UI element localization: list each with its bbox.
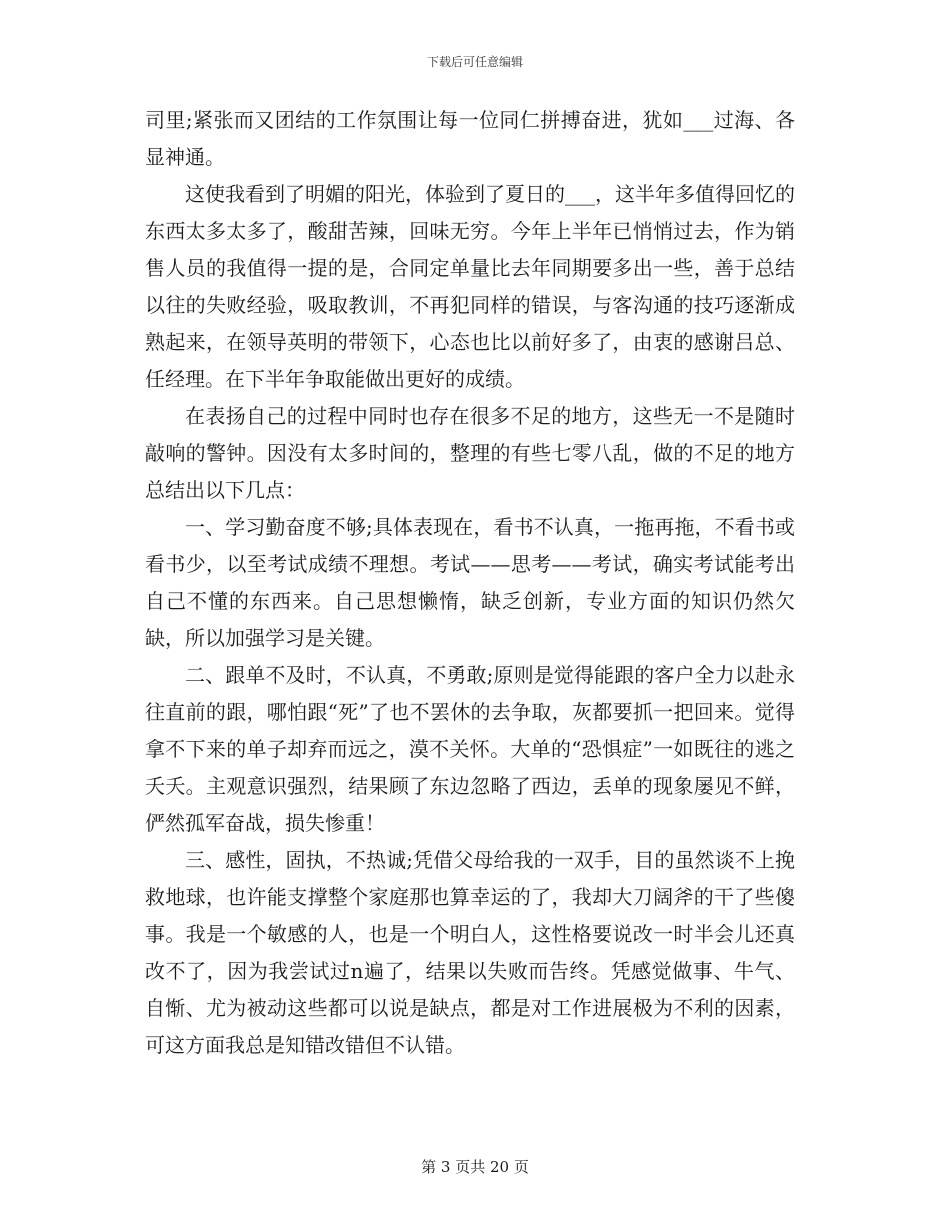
page-header: 下载后可任意编辑 (426, 55, 523, 69)
paragraph-continuation: 司里;紧张而又团结的工作氛围让每一位同仁拼搏奋进，犹如___过海、各显神通。 (145, 108, 795, 169)
page-number-footer: 第 3 页共 20 页 (421, 1158, 529, 1176)
paragraph-shortcomings-intro: 在表扬自己的过程中同时也存在很多不足的地方，这些无一不是随时敲响的警钟。因没有太多时间的，整理的有些七零八乱，做的不足的地方总结出以下几点： (145, 404, 795, 502)
paragraph-point-one: 一、学习勤奋度不够;具体表现在，看书不认真，一拖再拖，不看书或看书少，以至考试成绩不理想。考试——思考——考试，确实考试能考出自己不懂的东西来。自己思想懒惰，缺乏创新，专业方面的知识仍然欠缺，所以加强学习是关键。 (145, 515, 795, 650)
paragraph-summary: 这使我看到了明媚的阳光，体验到了夏日的___，这半年多值得回忆的东西太多太多了，酸甜苦辣，回味无穷。今年上半年已悄悄过去，作为销售人员的我值得一提的是，合同定单量比去年同期要多出一些，善于总结以往的失败经验，吸取教训，不再犯同样的错误，与客沟通的技巧逐渐成熟起来，在领导英明的带领下，心态也比以前好多了，由衷的感谢吕总、任经理。在下半年争取能做出更好的成绩。 (145, 182, 795, 391)
document-body (145, 102, 795, 1064)
paragraph-point-two: 二、跟单不及时，不认真，不勇敢;原则是觉得能跟的客户全力以赴永往直前的跟，哪怕跟“死”了也不罢休的去争取，灰都要抓一把回来。觉得拿不下来的单子却弃而远之，漠不关怀。大单的“恐惧症”一如既往的逃之夭夭。主观意识强烈，结果顾了东边忽略了西边，丢单的现象屡见不鲜，俨然孤军奋战，损失惨重！ (145, 663, 795, 835)
paragraph-point-three: 三、感性，固执，不热诚;凭借父母给我的一双手，目的虽然谈不上挽救地球，也许能支撑整个家庭那也算幸运的了，我却大刀阔斧的干了些傻事。我是一个敏感的人，也是一个明白人，这性格要说改一时半会儿还真改不了，因为我尝试过n遍了，结果以失败而告终。凭感觉做事、牛气、自惭、尤为被动这些都可以说是缺点，都是对工作进展极为不利的因素，可这方面我总是知错改错但不认错。 (145, 848, 795, 1057)
